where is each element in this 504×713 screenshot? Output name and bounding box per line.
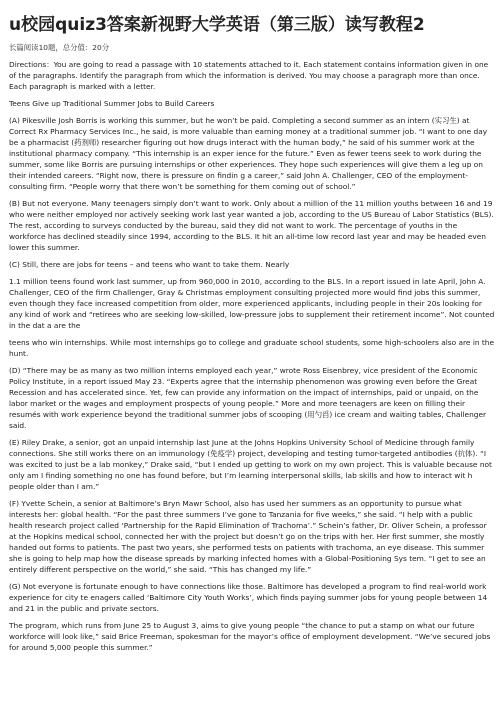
document-meta: 长篇阅读10题，总分值：20分	[9, 43, 110, 52]
paragraph-c: (C) Still, there are jobs for teens – and teens who want to take them. Nearly	[9, 260, 290, 269]
paragraph-g-continued: The program, which runs from June 25 to August 3, aims to give young people “the chance to put a stamp on what our future workforce will look like,” said Brice Freeman, spokesman for the mayor’s office of employment development. “We’ve secured jobs for around 5,000 people this summer.”	[9, 621, 491, 652]
paragraph-g: (G) Not everyone is fortunate enough to have connections like those. Baltimore has developed a program to find real-world work experience for city te enagers called ‘Baltimore City Youth Works’, which finds paying summer jobs for young people between 14 and 21 in the public and private sectors.	[9, 582, 488, 613]
passage-title: Teens Give up Traditional Summer Jobs to Build Careers	[9, 99, 215, 108]
paragraph-a: (A) Pikesville Josh Borris is working this summer, but he won’t be paid. Completing a second summer as an intern (实习生) at Correct Rx Pharmacy Services Inc., he said, is more valuable than earning money at a traditional summer job. “I want to one day be a pharmacist (药剂师) researcher figuring out how drugs interact with the human body,” he said of his summer work at the institutional pharmacy company. “This internship is an exper ience for the future.” Even as fewer teens seek to work during the summer, some like Borris are pursuing internships or other experiences. They hope such experiences will give them a leg up on their intended careers. “Right now, there is pressure on findin g a career,” said John A. Challenger, CEO of the employment-consulting firm. “People worry that there won’t be something for them coming out of school.”	[9, 116, 488, 191]
paragraph-c-continued-2: teens who win internships. While most internships go to college and graduate school students, some high-schoolers also are in the hunt.	[9, 338, 495, 358]
paragraph-c-continued: 1.1 million teens found work last summer, up from 960,000 in 2010, according to the BLS. In a report issued in late April, John A. Challenger, CEO of the firm Challenger, Gray & Christmas employment consulting projected more would find jobs this summer, even though they face increased competition from older, more experienced applicants, including people in their 20s looking for any kind of work and “retirees who are seeking low-skilled, low-pressure jobs to supplement their retirement income”. Not counted in the dat a are the	[9, 277, 495, 330]
paragraph-f: (F) Yvette Schein, a senior at Baltimore’s Bryn Mawr School, also has used her summers as an opportunity to pursue what interests her: global health. “For the past three summers I’ve gone to Tanzania for five weeks,” she said. “I help with a public health research project called ‘Partnership for the Rapid Elimination of Trachoma’.” Schein’s father, Dr. Oliver Schein, a professor at the Hopkins medical school, connected her with the project but doesn’t go on the trips with her. Her first summer, she mostly handed out forms to patients. The past two years, she performed tests on patients with trachoma, an eye disease. This summer she is going to help map how the disease spreads by marking infected homes with a Global-Positioning Sys tem. “I get to see an entirely different perspective on the world,” she said. “This has changed my life.”	[9, 499, 487, 574]
document-title: u校园quiz3答案新视野大学英语（第三版）读写教程2	[9, 15, 425, 35]
paragraph-e: (E) Riley Drake, a senior, got an unpaid internship last June at the Johns Hopkins University School of Medicine through family connections. She still works there on an immunology (免疫学) project, developing and testing tumor-targeted antibodies (抗体). “I was excited to just be a lab monkey,” Drake said, “but I ended up getting to work on my own project. This is valuable because not only am I finding something no one has found before, but I’m learning interpersonal skills, lab skills and how to interact wit h people older than I am.”	[9, 438, 492, 491]
paragraph-b: (B) But not everyone. Many teenagers simply don’t want to work. Only about a million of the 11 million youths between 16 and 19 who were neither employed nor actively seeking work last year wanted a job, according to the US Bureau of Labor Statistics (BLS). The rest, according to surveys conducted by the bureau, said they did not want to work. The percentage of youths in the workforce has declined steadily since 1994, according to the BLS. It hit an all-time low record last year and may be headed even lower this summer.	[9, 199, 494, 252]
paragraph-d: (D) “There may be as many as two million interns employed each year,” wrote Ross Eisenbrey, vice president of the Economic Policy Institute, in a report issued May 23. “Experts agree that the internship phenomenon was growing even before the Great Recession and has accelerated since. Yet, few can provide any information on the impact of internships, paid or unpaid, on the labor market or the wages and employment prospects of young people.” More and more teenagers are keen on filling their resumés with work experience beyond the traditional summer jobs of scooping (用勺舀) ice cream and waiting tables, Challenger said.	[9, 366, 487, 430]
paragraph-directions: Directions：You are going to read a passage with 10 statements attached to it. Each statement contains information given in one of the paragraphs. Identify the paragraph from which the information is derived. You may choose a paragraph more than once. Each paragraph is marked with a letter.	[9, 60, 489, 91]
